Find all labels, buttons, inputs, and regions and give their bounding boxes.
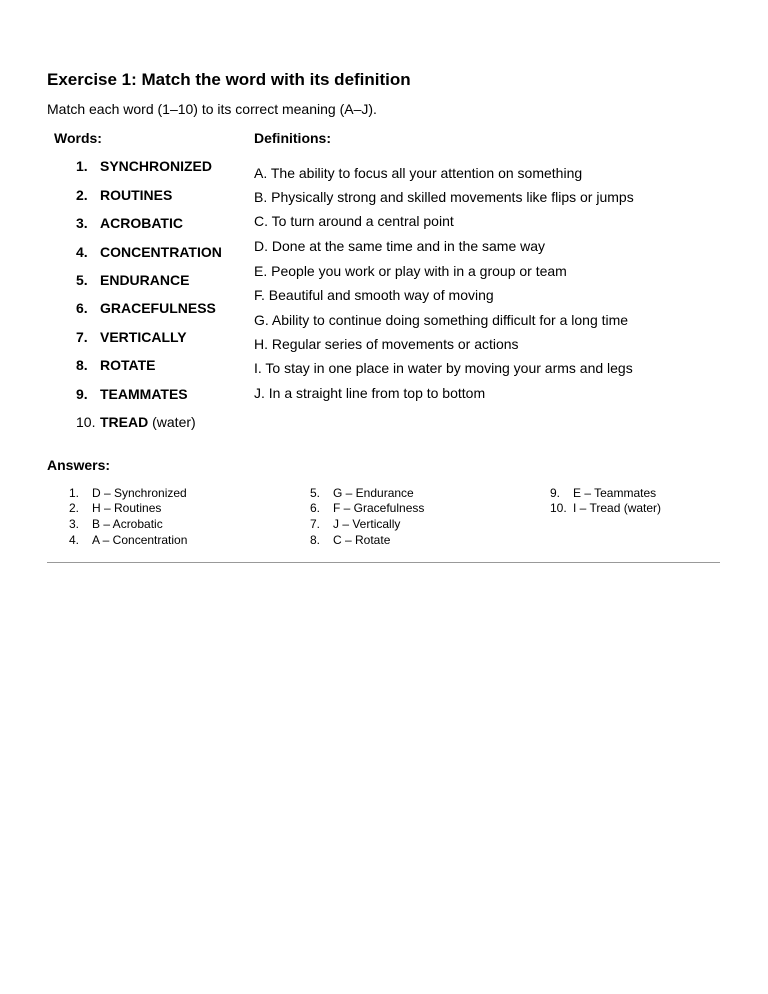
answer-text: B – Acrobatic (92, 517, 163, 531)
word-text: ACROBATIC (100, 215, 183, 231)
word-number: 1. (76, 158, 88, 174)
answer-number: 1. (69, 486, 80, 500)
word-text: ROUTINES (100, 187, 173, 203)
answer-number: 9. (550, 486, 561, 500)
answer-text: G – Endurance (333, 486, 414, 500)
definitions-header: Definitions: (254, 130, 331, 146)
word-number: 4. (76, 244, 88, 260)
answer-item (310, 501, 424, 515)
definition-item: D. Done at the same time and in the same way (254, 238, 546, 254)
word-text: TREAD (100, 414, 149, 430)
answer-number: 6. (310, 501, 321, 515)
answer-item (69, 517, 163, 531)
definition-item: I. To stay in one place in water by moving your arms and legs (254, 360, 633, 376)
answer-item (69, 533, 187, 547)
answer-text: A – Concentration (92, 533, 188, 547)
answer-item (310, 533, 390, 547)
answer-number: 8. (310, 533, 321, 547)
definition-item: H. Regular series of movements or actions (254, 336, 519, 352)
word-number: 6. (76, 300, 88, 316)
answer-text: J – Vertically (333, 517, 401, 531)
exercise-title: Exercise 1: Match the word with its definition (47, 70, 411, 89)
definition-item: J. In a straight line from top to bottom (254, 385, 486, 401)
answer-item (310, 486, 414, 500)
answer-text: H – Routines (92, 501, 162, 515)
answer-item (550, 501, 661, 515)
words-header: Words: (54, 130, 102, 146)
answer-number: 4. (69, 533, 80, 547)
word-text: ROTATE (100, 357, 156, 373)
answer-number: 3. (69, 517, 80, 531)
answer-text: E – Teammates (573, 486, 657, 500)
divider (47, 562, 720, 563)
word-number: 2. (76, 187, 88, 203)
word-item (76, 187, 172, 203)
definition-item: G. Ability to continue doing something difficult for a long time (254, 312, 629, 328)
answers-header: Answers: (47, 457, 111, 473)
answer-text: F – Gracefulness (333, 501, 425, 515)
word-number: 8. (76, 357, 88, 373)
definition-item: A. The ability to focus all your attention on something (254, 165, 583, 181)
word-number: 7. (76, 329, 88, 345)
word-item (76, 244, 222, 260)
word-item (76, 357, 155, 373)
answer-number: 5. (310, 486, 321, 500)
word-number: 3. (76, 215, 88, 231)
answer-item (69, 501, 161, 515)
answer-number: 2. (69, 501, 80, 515)
definition-item: B. Physically strong and skilled movements like flips or jumps (254, 189, 634, 205)
definition-item: C. To turn around a central point (254, 213, 454, 229)
instructions: Match each word (1–10) to its correct meaning (A–J). (47, 101, 377, 117)
definition-item: F. Beautiful and smooth way of moving (254, 287, 494, 303)
word-number: 10. (76, 414, 96, 430)
word-item (76, 300, 216, 316)
word-item (76, 272, 189, 288)
answer-number: 7. (310, 517, 321, 531)
word-text: ENDURANCE (100, 272, 190, 288)
word-item (76, 386, 188, 402)
answer-item (69, 486, 187, 500)
answer-text: D – Synchronized (92, 486, 187, 500)
word-number: 9. (76, 386, 88, 402)
word-item (76, 158, 212, 174)
definition-item: E. People you work or play with in a group or team (254, 263, 567, 279)
word-text: CONCENTRATION (100, 244, 222, 260)
answer-item (310, 517, 400, 531)
word-item (76, 215, 183, 231)
word-item (76, 414, 196, 430)
word-text: VERTICALLY (100, 329, 187, 345)
word-number: 5. (76, 272, 88, 288)
answer-text: I – Tread (water) (573, 501, 662, 515)
answer-item (550, 486, 656, 500)
word-item (76, 329, 187, 345)
word-text: SYNCHRONIZED (100, 158, 213, 174)
word-text: TEAMMATES (100, 386, 188, 402)
word-suffix: (water) (148, 414, 196, 430)
answer-text: C – Rotate (333, 533, 391, 547)
word-text: GRACEFULNESS (100, 300, 216, 316)
answer-number: 10. (550, 501, 567, 515)
